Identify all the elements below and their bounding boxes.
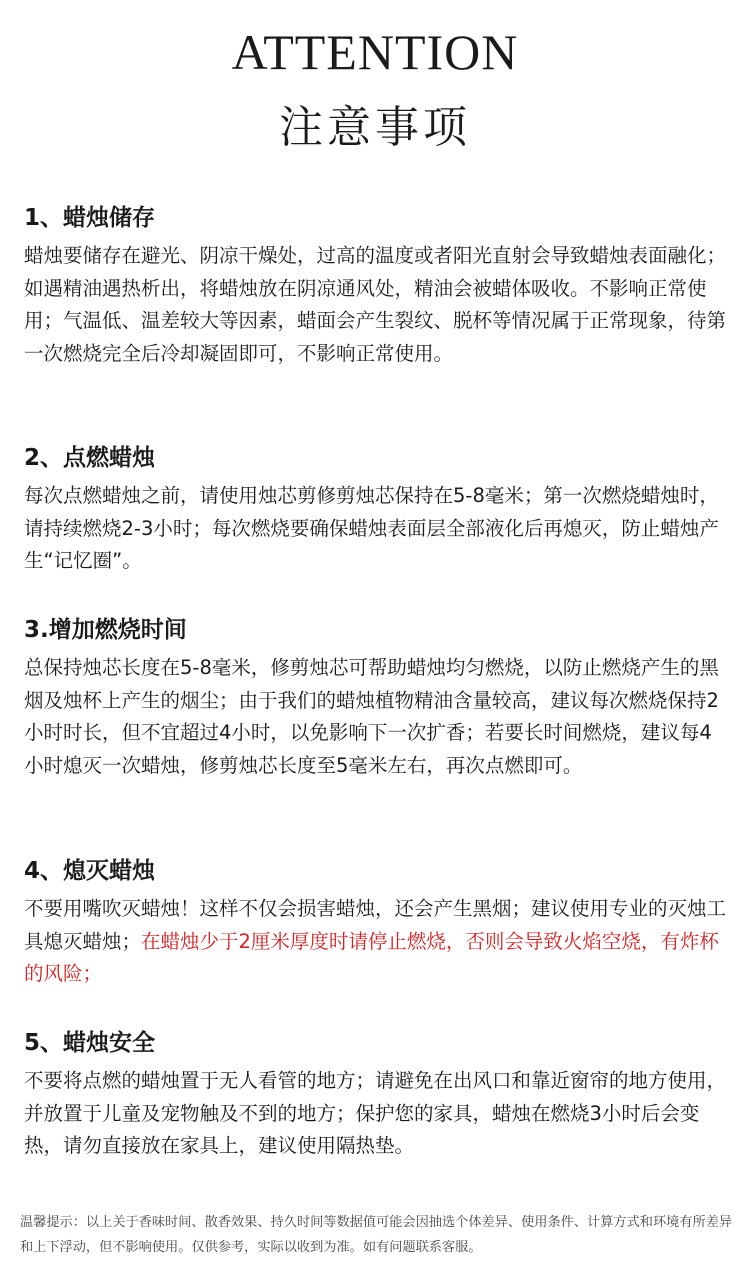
section-body — [24, 893, 730, 991]
section-title: 3.增加燃烧时间 — [24, 617, 187, 643]
section-body: 蜡烛要储存在避光、阴凉干燥处，过高的温度或者阳光直射会导致蜡烛表面融化；如遇精油遇热析出，将蜡烛放在阴凉通风处，精油会被蜡体吸收。不影响正常使用；气温低、温差较大等因素，蜡面会产生裂纹、脱杯等情况属于正常现象，待第一次燃烧完全后冷却凝固即可，不影响正常使用。 — [24, 244, 727, 365]
section-title: 4、熄灭蜡烛 — [24, 858, 156, 884]
section-burn-time — [24, 612, 730, 782]
attention-title-cn: 注意事项 — [279, 102, 471, 153]
section-body: 总保持烛芯长度在5-8毫米，修剪烛芯可帮助蜡烛均匀燃烧，以防止燃烧产生的黑烟及烛杯上产生的烟尘；由于我们的蜡烛植物精油含量较高，建议每次燃烧保持2小时时长，但不宜超过4小时，以免影响下一次扩香；若要长时间燃烧，建议每4小时熄灭一次蜡烛，修剪烛芯长度至5毫米左右，再次点燃即可。 — [24, 656, 719, 777]
section-candle-storage — [24, 200, 730, 370]
warning-text: 在蜡烛少于2厘米厚度时请停止燃烧，否则会导致火焰空烧，有炸杯的风险； — [24, 929, 719, 986]
section-body-text: 不要用嘴吹灭蜡烛！这样不仅会损害蜡烛，还会产生黑烟；建议使用专业的灭烛工具熄灭蜡烛； — [24, 897, 727, 953]
section-title: 2、点燃蜡烛 — [24, 445, 156, 471]
footer-note: 温馨提示：以上关于香味时间、散香效果、持久时间等数据值可能会因抽选个体差异、使用条件、计算方式和环境有所差异和上下浮动，但不影响使用。仅供参考，实际以收到为准。如有问题联系客服。 — [20, 1215, 733, 1255]
section-body: 每次点燃蜡烛之前，请使用烛芯剪修剪烛芯保持在5-8毫米；第一次燃烧蜡烛时，请持续燃烧2-3小时；每次燃烧要确保蜡烛表面层全部液化后再熄灭，防止蜡烛产生“记忆圈”。 — [24, 484, 719, 573]
section-extinguish-candle — [24, 853, 730, 991]
section-title: 5、蜡烛安全 — [24, 1030, 156, 1056]
section-body: 不要将点燃的蜡烛置于无人看管的地方；请避免在出风口和靠近窗帘的地方使用，并放置于儿童及宠物触及不到的地方；保护您的家具，蜡烛在燃烧3小时后会变热，请勿直接放在家具上，建议使用隔热垫。 — [24, 1069, 727, 1158]
attention-title-en: ATTENTION — [231, 24, 519, 80]
section-title: 1、蜡烛储存 — [24, 205, 156, 231]
section-candle-safety — [24, 1025, 730, 1163]
section-lighting-candle — [24, 440, 730, 578]
